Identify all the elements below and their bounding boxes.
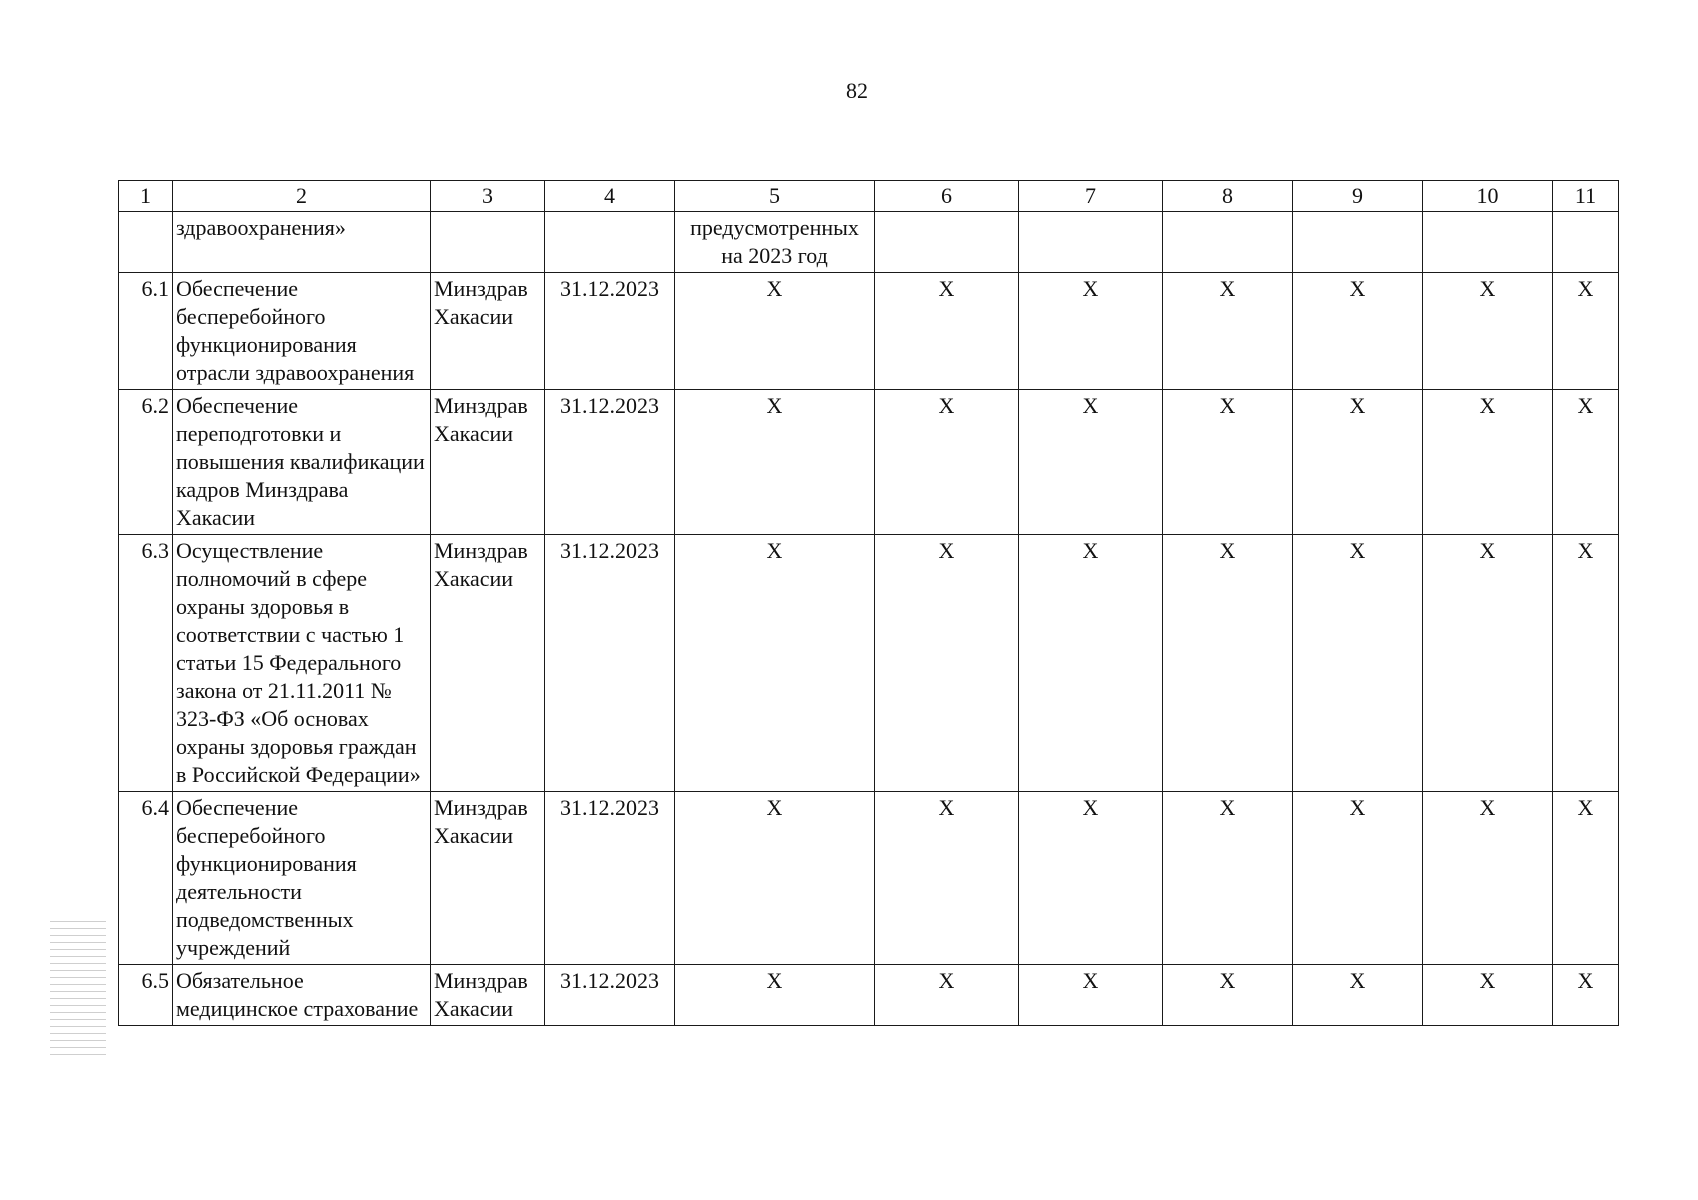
col-header-7: 7 <box>1019 181 1163 212</box>
cell-mark: X <box>1019 792 1163 965</box>
cell-mark: X <box>1293 390 1423 535</box>
cell-mark: X <box>875 965 1019 1026</box>
cell <box>1293 212 1423 273</box>
cell-mark: X <box>1553 390 1619 535</box>
cell <box>1423 212 1553 273</box>
cell-mark: X <box>1019 535 1163 792</box>
cell-mark: X <box>675 390 875 535</box>
cell-mark: X <box>1293 535 1423 792</box>
program-table <box>118 180 1619 1026</box>
row-date: 31.12.2023 <box>545 273 675 390</box>
cell-mark: X <box>875 390 1019 535</box>
cell-mark: X <box>1423 273 1553 390</box>
col-header-1: 1 <box>119 181 173 212</box>
table-row <box>119 273 1619 390</box>
cell-mark: X <box>1019 390 1163 535</box>
cell <box>545 212 675 273</box>
cell-title-continued: здравоохранения» <box>173 212 431 273</box>
col-header-3: 3 <box>431 181 545 212</box>
col-header-2: 2 <box>173 181 431 212</box>
cell <box>875 212 1019 273</box>
cell-mark: X <box>675 792 875 965</box>
row-organization: Минздрав Хакасии <box>431 390 545 535</box>
cell-mark: X <box>1423 965 1553 1026</box>
cell-mark: X <box>875 535 1019 792</box>
cell-col5-continued: предусмотренных на 2023 год <box>675 212 875 273</box>
cell-mark: X <box>1163 535 1293 792</box>
cell-mark: X <box>675 965 875 1026</box>
row-number: 6.4 <box>119 792 173 965</box>
cell-mark: X <box>1163 965 1293 1026</box>
cell-mark: X <box>875 273 1019 390</box>
row-number: 6.1 <box>119 273 173 390</box>
row-organization: Минздрав Хакасии <box>431 273 545 390</box>
cell <box>119 212 173 273</box>
row-number: 6.2 <box>119 390 173 535</box>
row-organization: Минздрав Хакасии <box>431 535 545 792</box>
col-header-5: 5 <box>675 181 875 212</box>
cell-mark: X <box>1293 273 1423 390</box>
cell-mark: X <box>1019 965 1163 1026</box>
cell-mark: X <box>1019 273 1163 390</box>
cell <box>1019 212 1163 273</box>
row-number: 6.3 <box>119 535 173 792</box>
cell <box>1163 212 1293 273</box>
cell-mark: X <box>1423 535 1553 792</box>
row-title: Обеспечение бесперебойного функционирования деятельности подведомственных учреждений <box>173 792 431 965</box>
cell <box>1553 212 1619 273</box>
cell-mark: X <box>1423 792 1553 965</box>
row-date: 31.12.2023 <box>545 535 675 792</box>
cell-mark: X <box>1163 273 1293 390</box>
cell-mark: X <box>1293 792 1423 965</box>
row-title: Обеспечение переподготовки и повышения квалификации кадров Минздрава Хакасии <box>173 390 431 535</box>
cell-mark: X <box>675 273 875 390</box>
row-title: Обеспечение бесперебойного функционирования отрасли здравоохранения <box>173 273 431 390</box>
table-row <box>119 792 1619 965</box>
cell-mark: X <box>1553 535 1619 792</box>
cell-mark: X <box>1553 965 1619 1026</box>
row-number: 6.5 <box>119 965 173 1026</box>
col-header-8: 8 <box>1163 181 1293 212</box>
cell <box>431 212 545 273</box>
cell-mark: X <box>1553 792 1619 965</box>
col-header-11: 11 <box>1553 181 1619 212</box>
header-row <box>119 181 1619 212</box>
table-row <box>119 965 1619 1026</box>
cell-mark: X <box>875 792 1019 965</box>
cell-mark: X <box>1163 390 1293 535</box>
col-header-4: 4 <box>545 181 675 212</box>
row-title: Обязательное медицинское страхование <box>173 965 431 1026</box>
cell-mark: X <box>1293 965 1423 1026</box>
cell-mark: X <box>1553 273 1619 390</box>
col-header-6: 6 <box>875 181 1019 212</box>
table-row <box>119 535 1619 792</box>
row-date: 31.12.2023 <box>545 792 675 965</box>
col-header-9: 9 <box>1293 181 1423 212</box>
row-title: Осуществление полномочий в сфере охраны здоровья в соответствии с частью 1 статьи 15 Федерального закона от 21.11.2011 № 323-ФЗ «Об основах охраны здоровья граждан в Российской Федерации» <box>173 535 431 792</box>
margin-stamp <box>50 915 106 1135</box>
cell-mark: X <box>1163 792 1293 965</box>
cell-mark: X <box>1423 390 1553 535</box>
continuation-row <box>119 212 1619 273</box>
row-organization: Минздрав Хакасии <box>431 792 545 965</box>
cell-mark: X <box>675 535 875 792</box>
row-organization: Минздрав Хакасии <box>431 965 545 1026</box>
table-row <box>119 390 1619 535</box>
row-date: 31.12.2023 <box>545 390 675 535</box>
row-date: 31.12.2023 <box>545 965 675 1026</box>
col-header-10: 10 <box>1423 181 1553 212</box>
page-number: 82 <box>846 78 868 103</box>
